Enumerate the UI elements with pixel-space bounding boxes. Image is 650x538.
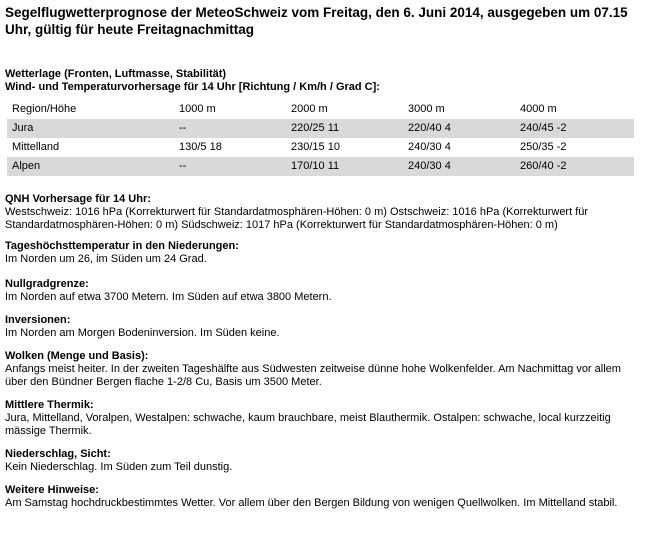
section-title: Tageshöchsttemperatur in den Niederungen: — [5, 240, 239, 252]
section-text: Jura, Mittelland, Voralpen, Westalpen: schwache, kaum brauchbare, meist Blauthermik. Ostalpen: schwache, local kurzzeitig mässige Thermik. — [5, 412, 611, 437]
wind-temperature-table — [7, 100, 634, 176]
table-header-row — [7, 100, 634, 119]
thermals-section — [5, 399, 645, 438]
section-title: QNH Vorhersage für 14 Uhr: — [5, 193, 151, 205]
clouds-section — [5, 350, 645, 389]
table-cell: Mittelland — [12, 141, 60, 153]
section-title: Weitere Hinweise: — [5, 484, 99, 496]
table-cell: -- — [174, 157, 286, 176]
table-row — [7, 157, 634, 176]
section-text: Kein Niederschlag. Im Süden zum Teil dunstig. — [5, 461, 233, 473]
notes-section — [5, 484, 645, 510]
wind-heading: Wind- und Temperaturvorhersage für 14 Uhr [Richtung / Km/h / Grad C]: — [5, 81, 380, 93]
table-cell: 220/40 4 — [403, 119, 515, 138]
header-cell: 3000 m — [408, 103, 445, 115]
section-title: Niederschlag, Sicht: — [5, 448, 111, 460]
table-cell: 130/5 18 — [179, 141, 222, 153]
header-cell: 4000 m — [520, 103, 557, 115]
section-title: Wolken (Menge und Basis): — [5, 350, 149, 362]
table-cell: 260/40 -2 — [515, 157, 634, 176]
wetterlage-heading: Wetterlage (Fronten, Luftmasse, Stabilität) — [5, 68, 227, 80]
section-text: Im Norden um 26, im Süden um 24 Grad. — [5, 253, 207, 265]
table-cell: Jura — [7, 119, 174, 138]
section-title: Inversionen: — [5, 314, 71, 326]
table-cell: 240/30 4 — [408, 141, 451, 153]
section-text: Im Norden auf etwa 3700 Metern. Im Süden auf etwa 3800 Metern. — [5, 291, 332, 303]
section-text: Am Samstag hochdruckbestimmtes Wetter. Vor allem über den Bergen Bildung von wenigen Quellwolken. Im Mittelland stabil. — [5, 497, 618, 509]
table-cell: 220/25 11 — [286, 119, 403, 138]
inversions-section — [5, 314, 645, 340]
table-cell: -- — [174, 119, 286, 138]
table-row — [7, 119, 634, 138]
qnh-section — [5, 193, 645, 232]
table-cell: 170/10 11 — [286, 157, 403, 176]
section-text: Im Norden am Morgen Bodeninversion. Im Süden keine. — [5, 327, 280, 339]
table-row — [7, 138, 634, 157]
table-cell: 230/15 10 — [291, 141, 340, 153]
freezing-level-section — [5, 278, 645, 304]
header-cell: 2000 m — [291, 103, 328, 115]
table-cell: Alpen — [7, 157, 174, 176]
section-title: Nullgradgrenze: — [5, 278, 89, 290]
section-text: Anfangs meist heiter. In der zweiten Tageshälfte aus Südwesten zeitweise dünne hohe Wolkenfelder. Am Nachmittag vor allem über den Bündner Bergen flache 1-2/8 Cu, Basis um 3500 Meter. — [5, 363, 621, 388]
header-cell: Region/Höhe — [12, 103, 77, 115]
table-cell: 250/35 -2 — [520, 141, 567, 153]
table-cell: 240/30 4 — [403, 157, 515, 176]
header-cell: 1000 m — [179, 103, 216, 115]
page-title: Segelflugwetterprognose der MeteoSchweiz vom Freitag, den 6. Juni 2014, ausgegeben um 07.15 Uhr, gültig für heute Freitagnachmittag — [5, 5, 628, 37]
section-title: Mittlere Thermik: — [5, 399, 94, 411]
table-cell: 240/45 -2 — [515, 119, 634, 138]
forecast-document — [5, 4, 645, 510]
section-text: Westschweiz: 1016 hPa (Korrekturwert für Standardatmosphären-Höhen: 0 m) Ostschweiz: 1016 hPa (Korrekturwert für Standardatmosphären-Höhen: 0 m) Südschweiz: 1017 hPa (Korrekturwert für Standardatmosphären-Höhen: 0 m) — [5, 206, 589, 231]
max-temp-section — [5, 240, 645, 266]
precipitation-section — [5, 448, 645, 474]
